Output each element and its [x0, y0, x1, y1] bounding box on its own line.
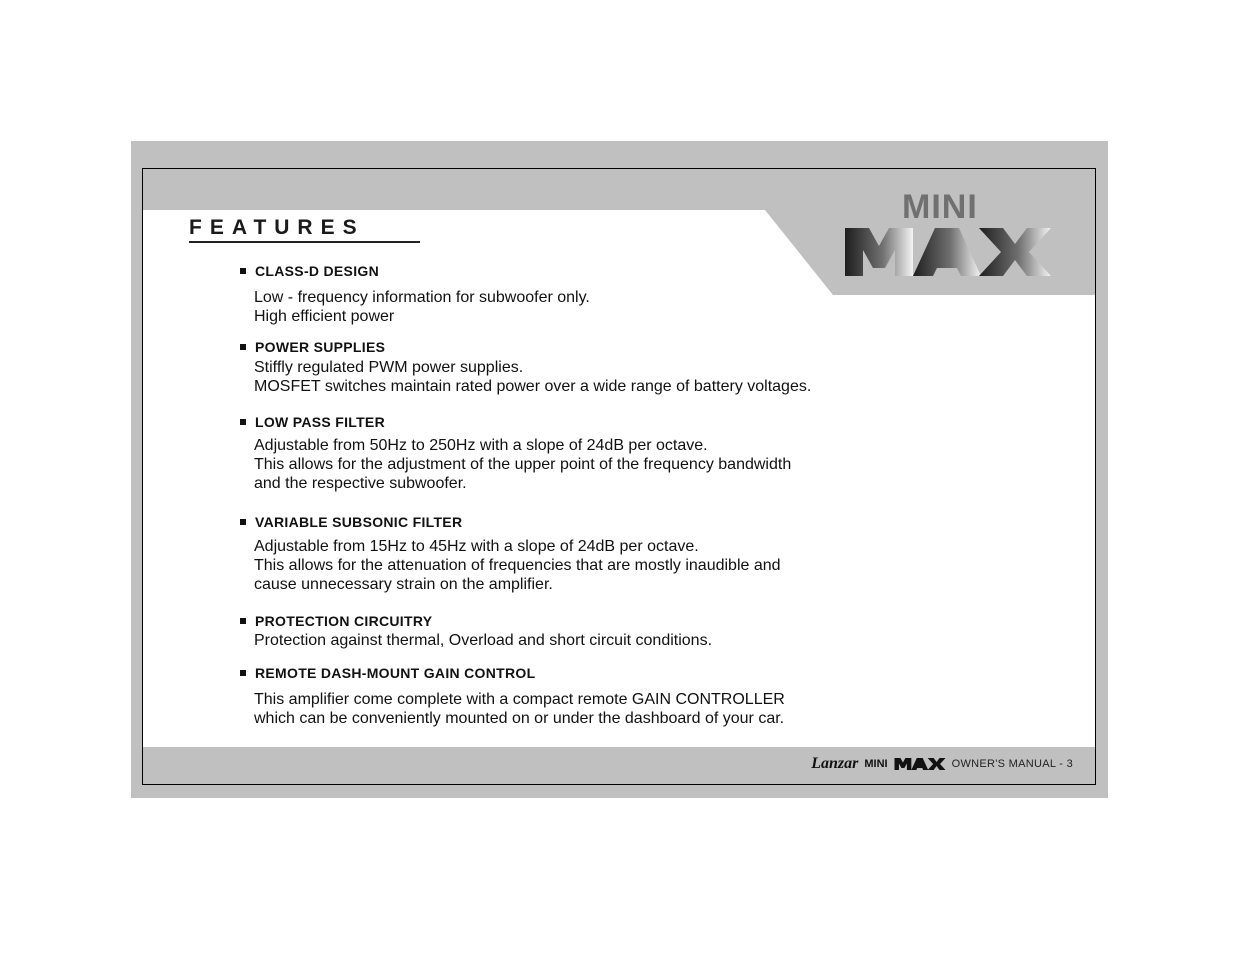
feature-line: High efficient power: [254, 308, 395, 325]
feature-heading-text: VARIABLE SUBSONIC FILTER: [255, 514, 463, 530]
feature-description: [254, 631, 712, 650]
feature-line: Adjustable from 15Hz to 45Hz with a slope of 24dB per octave.: [254, 538, 699, 555]
feature-heading: [240, 514, 462, 530]
footer-max-logo: [894, 757, 946, 771]
bullet-square-icon: [240, 670, 246, 676]
feature-line: MOSFET switches maintain rated power over a wide range of battery voltages.: [254, 378, 812, 395]
feature-heading: [240, 665, 535, 681]
feature-line: Protection against thermal, Overload and short circuit conditions.: [254, 632, 713, 649]
feature-heading: [240, 339, 385, 355]
feature-line: and the respective subwoofer.: [254, 475, 467, 492]
feature-heading-text: LOW PASS FILTER: [255, 414, 385, 430]
feature-line: Stiffly regulated PWM power supplies.: [254, 359, 524, 376]
feature-heading-text: POWER SUPPLIES: [255, 339, 386, 355]
feature-description: [254, 690, 785, 728]
bullet-square-icon: [240, 344, 246, 350]
footer-mini: MINI: [864, 758, 888, 770]
feature-line: This allows for the adjustment of the upper point of the frequency bandwidth: [254, 456, 792, 473]
feature-line: which can be conveniently mounted on or under the dashboard of your car.: [254, 710, 785, 727]
bullet-square-icon: [240, 268, 246, 274]
page-title: FEATURES: [189, 216, 365, 239]
footer-manual-label: OWNER'S MANUAL - 3: [951, 758, 1073, 770]
feature-heading: [240, 613, 432, 629]
feature-description: [254, 288, 590, 326]
feature-description: [254, 436, 791, 493]
feature-heading-text: REMOTE DASH-MOUNT GAIN CONTROL: [255, 665, 536, 681]
feature-heading: [240, 263, 379, 279]
feature-line: cause unnecessary strain on the amplifier.: [254, 576, 553, 593]
feature-line: This allows for the attenuation of frequencies that are mostly inaudible and: [254, 557, 781, 574]
bullet-square-icon: [240, 419, 246, 425]
logo-mini-text: MINI: [902, 188, 978, 226]
feature-heading-text: CLASS-D DESIGN: [255, 263, 379, 279]
logo-max-wordmark: [843, 226, 1053, 278]
bullet-square-icon: [240, 519, 246, 525]
feature-line: Adjustable from 50Hz to 250Hz with a slope of 24dB per octave.: [254, 437, 708, 454]
feature-description: [254, 358, 811, 396]
feature-description: [254, 537, 781, 594]
title-underline: [189, 241, 420, 243]
bullet-square-icon: [240, 618, 246, 624]
footer-brand: Lanzar: [811, 755, 859, 772]
feature-line: Low - frequency information for subwoofer only.: [254, 289, 590, 306]
feature-heading-text: PROTECTION CIRCUITRY: [255, 613, 433, 629]
feature-line: This amplifier come complete with a compact remote GAIN CONTROLLER: [254, 691, 785, 708]
feature-heading: [240, 414, 385, 430]
page-footer: [811, 755, 1073, 773]
